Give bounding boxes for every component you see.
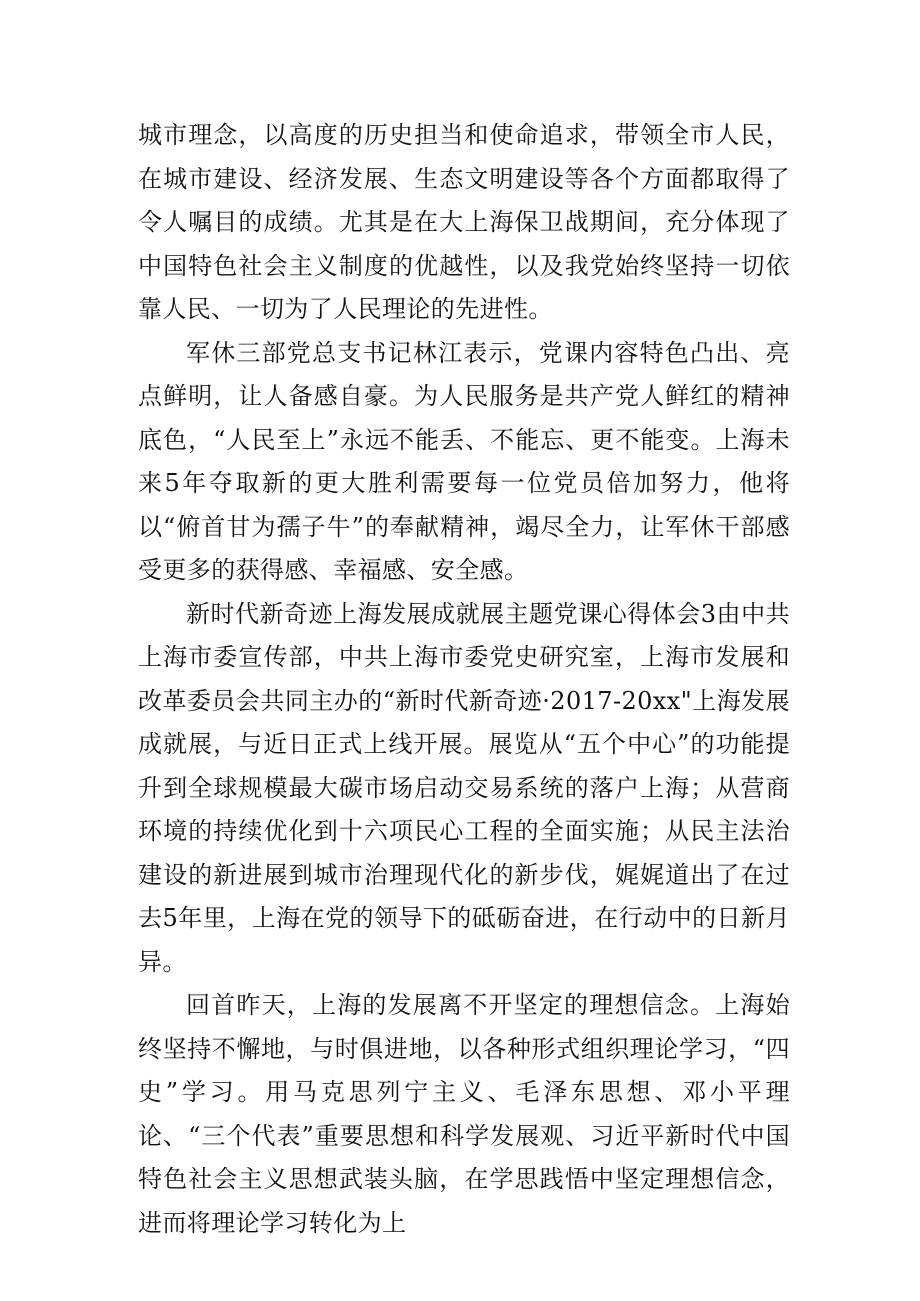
paragraph-1: 城市理念，以高度的历史担当和使命追求，带领全市人民，在城市建设、经济发展、生态文明建设等各个方面都取得了令人嘱目的成绩。尤其是在大上海保卫战期间，充分体现了中国特色社会主义制度的优越性，以及我党始终坚持一切依靠人民、一切为了人民理论的先进性。	[138, 121, 790, 323]
paragraph-3: 新时代新奇迹上海发展成就展主题党课心得体会3由中共上海市委宣传部，中共上海市委党史研究室，上海市发展和改革委员会共同主办的“新时代新奇迹·2017-20xx"上海发展成就展，与近日正式上线开展。展览从“五个中心”的功能提升到全球规模最大碳市场启动交易系统的落户上海；从营商环境的持续优化到十六项民心工程的全面实施；从民主法治建设的新进展到城市治理现代化的新步伐，娓娓道出了在过去5年里，上海在党的领导下的砥砺奋进，在行动中的日新月异。	[138, 599, 790, 976]
paragraph-4: 回首昨天，上海的发展离不开坚定的理想信念。上海始终坚持不懈地，与时俱进地，以各种形式组织理论学习，“四史”学习。用马克思列宁主义、毛泽东思想、邓小平理论、“三个代表”重要思想和科学发展观、习近平新时代中国特色社会主义思想武装头脑，在学思践悟中坚定理想信念，进而将理论学习转化为上	[138, 991, 790, 1237]
paragraph-2: 军休三部党总支书记林江表示，党课内容特色凸出、亮点鲜明，让人备感自豪。为人民服务是共产党人鲜红的精神底色，“人民至上”永远不能丢、不能忘、更不能变。上海未来5年夺取新的更大胜利需要每一位党员倍加努力，他将以“俯首甘为孺子牛”的奉献精神，竭尽全力，让军休干部感受更多的获得感、幸福感、安全感。	[138, 338, 790, 584]
document-body	[138, 114, 790, 1245]
